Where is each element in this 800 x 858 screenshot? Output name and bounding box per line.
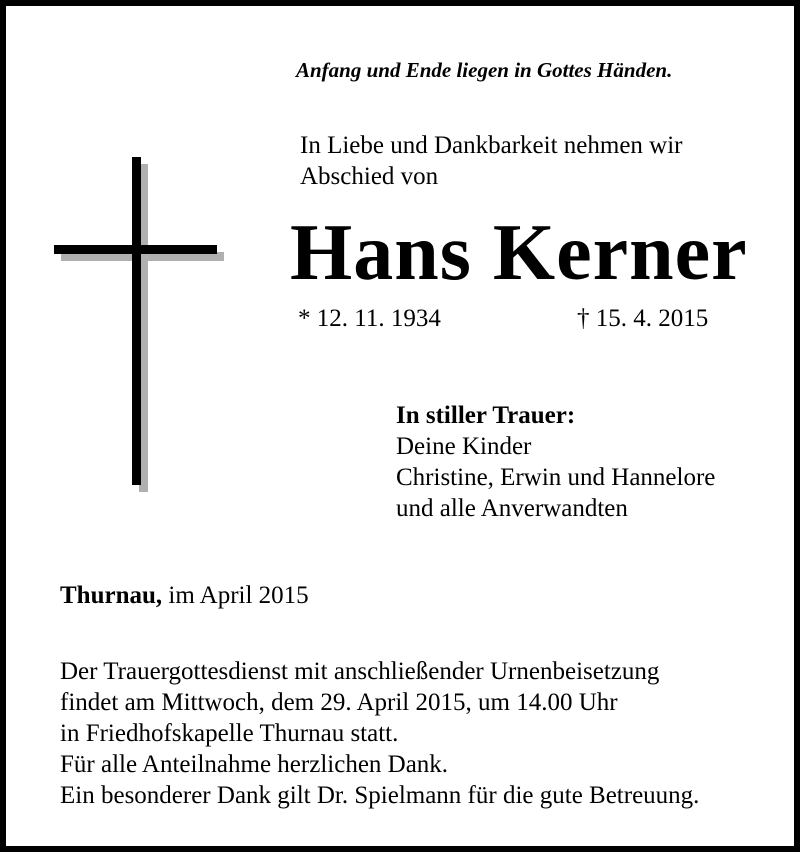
mourners-line: und alle Anverwandten — [396, 495, 628, 522]
place-town: Thurnau, — [60, 582, 163, 609]
deceased-name: Hans Kerner — [290, 209, 748, 297]
notice-line: Der Trauergottesdienst mit anschließender Urnenbeisetzung — [60, 658, 660, 685]
intro-line: Abschied von — [300, 163, 439, 190]
place-date — [60, 582, 309, 610]
mourners-heading: In stiller Trauer: — [396, 402, 576, 429]
intro-text — [300, 130, 683, 192]
intro-line: In Liebe und Dankbarkeit nehmen wir — [300, 132, 683, 159]
service-notice — [60, 656, 699, 811]
death-date: † 15. 4. 2015 — [577, 305, 709, 332]
mourners-line: Deine Kinder — [396, 433, 532, 460]
motto: Anfang und Ende liegen in Gottes Händen. — [296, 58, 673, 82]
notice-line: findet am Mittwoch, dem 29. April 2015, um 14.00 Uhr — [60, 689, 618, 716]
mourners-line: Christine, Erwin und Hannelore — [396, 464, 716, 491]
birth-date: * 12. 11. 1934 — [298, 305, 441, 332]
place-month: im April 2015 — [168, 582, 309, 609]
notice-line: in Friedhofskapelle Thurnau statt. — [60, 720, 399, 747]
mourners-block — [396, 400, 715, 524]
notice-line: Ein besonderer Dank gilt Dr. Spielmann für die gute Betreuung. — [60, 782, 700, 809]
notice-line: Für alle Anteilnahme herzlichen Dank. — [60, 751, 449, 778]
